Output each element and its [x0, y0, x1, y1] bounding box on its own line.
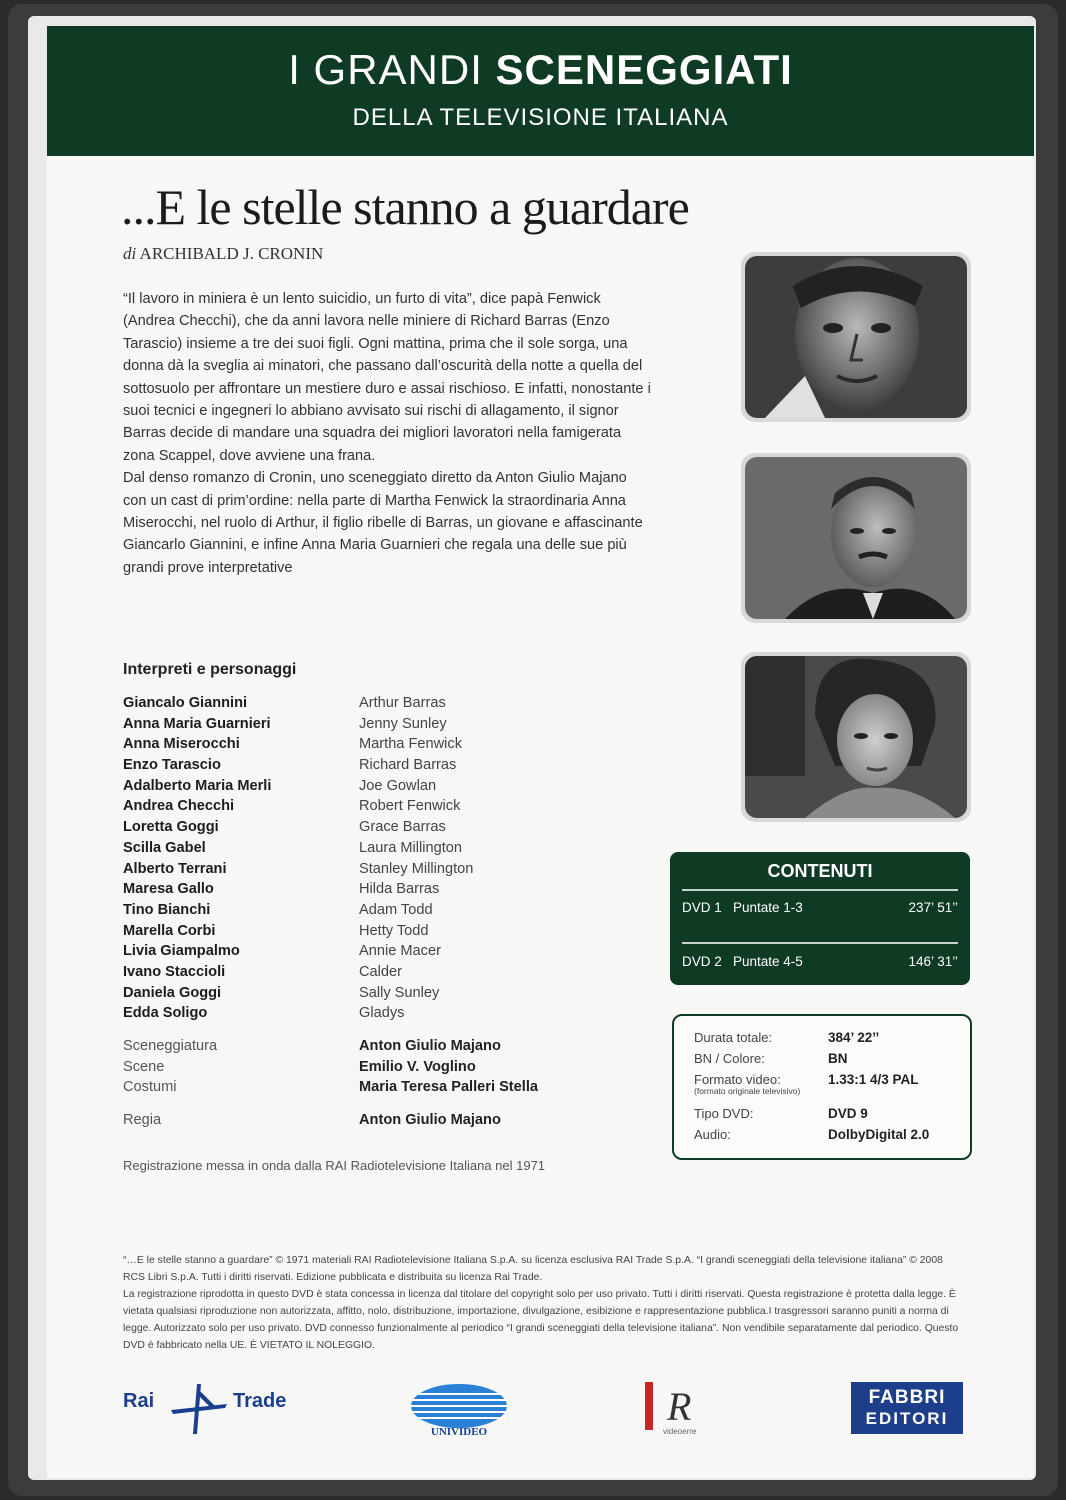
series-subtitle: DELLA TELEVISIONE ITALIANA [352, 104, 729, 131]
rai-trade-logo-rai: Rai [123, 1390, 155, 1412]
spec-label: Durata totale: [694, 1030, 773, 1045]
contents-heading: CONTENUTI [767, 861, 873, 881]
cast-row [123, 798, 623, 819]
rai-trade-logo-trade: Trade [233, 1390, 287, 1412]
still-photo-miner [741, 252, 971, 422]
character-name: Gladys [359, 1005, 405, 1022]
contents-box [670, 852, 970, 985]
broadcast-note: Registrazione messa in onda dalla RAI Radiotelevisione Italiana nel 1971 [123, 1158, 546, 1173]
series-title-bold: SCENEGGIATI [495, 46, 793, 93]
credit-row [123, 1059, 643, 1080]
character-name: Hetty Todd [359, 922, 429, 939]
actor-name: Anna Maria Guarnieri [123, 715, 271, 732]
spec-value: 1.33:1 4/3 PAL [828, 1072, 919, 1087]
actor-name: Anna Miserocchi [123, 736, 240, 753]
cast-row [123, 757, 623, 778]
actor-name: Tino Bianchi [123, 901, 211, 918]
credit-name: Maria Teresa Palleri Stella [359, 1079, 539, 1096]
credit-row [123, 1112, 643, 1133]
cast-row [123, 840, 623, 861]
credit-role: Sceneggiatura [123, 1038, 218, 1054]
actor-name: Giancalo Giannini [123, 695, 248, 711]
series-banner [47, 26, 1034, 156]
license-paragraph: La registrazione riprodotta in questo DVD è stata concessa in licenza dal titolare del copyright solo per uso privato. Tutti i diritti riservati. Questa registrazione è protetta dalla legge. È vietata qualsiasi riproduzione non autorizzata, affitto, nolo, distribuzione, importazione, divulgazione, esibizione e rappresentazione pubblica.I trasgressori saranno puniti a norma di legge. Autorizzato solo per uso privato. DVD connesso funzionalmente al periodico “I grandi sceneggiati della televisione italiana”. Non vendibile separatamente dal periodico. Questo DVD è fabbricato nella UE. È VIETATO IL NOLEGGIO. [123, 1289, 959, 1351]
synopsis [123, 288, 653, 579]
series-title [47, 46, 1034, 94]
character-name: Laura Millington [359, 839, 463, 856]
disc-duration: 237’ 51’’ [908, 900, 958, 915]
spec-label: Tipo DVD: [694, 1106, 754, 1121]
cast-row [123, 695, 623, 716]
character-name: Arthur Barras [359, 695, 446, 711]
copyright-paragraph: “…E le stelle stanno a guardare” © 1971 materiali RAI Radiotelevisione Italiana S.p.A. su licenza esclusiva RAI Trade S.p.A. “I grandi sceneggiati della televisione italiana” © 2008 RCS Libri S.p.A. Tutti i diritti riservati. Edizione pubblicata e distribuita su licenza Rai Trade. [123, 1255, 943, 1283]
author-prefix: di [123, 244, 137, 263]
character-name: Calder [359, 963, 402, 980]
publisher-logos [47, 1366, 1034, 1446]
still-photo-man [741, 453, 971, 623]
technical-specs-box [672, 1014, 972, 1160]
cast-row [123, 902, 623, 923]
disc-episodes: DVD 1 Puntate 1-3 [682, 900, 803, 915]
woman-portrait-image [745, 656, 967, 818]
spec-value: BN [828, 1051, 848, 1066]
actor-name: Daniela Goggi [123, 984, 222, 1001]
back-cover [47, 26, 1034, 1478]
character-name: Sally Sunley [359, 984, 440, 1001]
program-title: ...E le stelle stanno a guardare [121, 179, 689, 235]
credit-name: Anton Giulio Majano [359, 1112, 501, 1129]
spec-label [694, 1072, 800, 1096]
crew-credits [123, 1038, 643, 1133]
miner-face-image [745, 256, 967, 418]
spec-value: 384’ 22’’ [828, 1030, 880, 1045]
actor-name: Marella Corbi [123, 922, 216, 939]
credit-name: Anton Giulio Majano [359, 1038, 501, 1054]
actor-name: Ivano Staccioli [123, 963, 226, 980]
contents-divider [682, 942, 958, 944]
credit-role: Costumi [123, 1079, 177, 1096]
svg-text:R: R [667, 1384, 692, 1429]
actor-name: Andrea Checchi [123, 798, 235, 815]
videoerre-logo-icon [641, 1378, 711, 1436]
fabbri-logo-line2: EDITORI [865, 1409, 949, 1428]
cast-row [123, 736, 623, 757]
disc-episodes: DVD 2 Puntate 4-5 [682, 954, 803, 969]
series-title-thin: I GRANDI [288, 46, 483, 93]
credit-row [123, 1079, 643, 1100]
character-name: Richard Barras [359, 757, 457, 774]
cast-row [123, 716, 623, 737]
fabbri-logo-line1: FABBRI [868, 1387, 946, 1408]
spec-value: DVD 9 [828, 1106, 868, 1121]
spec-label: Audio: [694, 1127, 731, 1142]
rai-trade-mark-icon [167, 1380, 231, 1436]
synopsis-paragraph: “Il lavoro in miniera è un lento suicidio, un furto di vita”, dice papà Fenwick (Andrea Checchi), che da anni lavora nelle miniere di Richard Barras (Enzo Tarascio) insieme a tre dei suoi figli. Ogni mattina, prima che il sole sorga, una donna dà la sveglia ai minatori, che passano dall’oscurità della notte a quella del sottosuolo per affrontare un mestiere duro e assai rischioso. E infatti, nonostante i suoi tecnici e ingegneri lo abbiano avvisato sui rischi di allagamento, il signor Barras decide di mandare una squadra dei migliori lavoratori nella famigerata zona Scappel, dove avviene una frana. [123, 291, 651, 464]
cast-list [123, 695, 623, 1026]
actor-name: Loretta Goggi [123, 819, 219, 836]
actor-name: Enzo Tarascio [123, 757, 221, 774]
cast-row [123, 1005, 623, 1026]
man-portrait-image [745, 457, 967, 619]
author-name: ARCHIBALD J. CRONIN [139, 244, 324, 263]
character-name: Martha Fenwick [359, 736, 462, 753]
author-line [123, 244, 323, 264]
cast-row [123, 923, 623, 944]
actor-name: Scilla Gabel [123, 839, 206, 856]
actor-name: Maresa Gallo [123, 881, 214, 898]
character-name: Hilda Barras [359, 881, 440, 898]
cast-row [123, 985, 623, 1006]
univideo-logo-text: UNIVIDEO [430, 1426, 488, 1438]
character-name: Robert Fenwick [359, 798, 461, 815]
cast-row [123, 943, 623, 964]
credit-name: Emilio V. Voglino [359, 1058, 476, 1075]
character-name: Jenny Sunley [359, 715, 447, 732]
credit-role: Regia [123, 1112, 162, 1129]
cast-heading: Interpreti e personaggi [123, 661, 297, 678]
credit-row [123, 1038, 643, 1059]
legal-notice [123, 1252, 965, 1354]
character-name: Grace Barras [359, 819, 446, 836]
cast-row [123, 964, 623, 985]
cast-row [123, 881, 623, 902]
actor-name: Livia Giampalmo [123, 943, 240, 960]
still-photo-woman [741, 652, 971, 822]
cast-row [123, 778, 623, 799]
character-name: Adam Todd [359, 901, 433, 918]
character-name: Annie Macer [359, 943, 441, 960]
cast-row [123, 819, 623, 840]
fabbri-editori-logo [851, 1382, 963, 1434]
disc-duration: 146’ 31’’ [908, 954, 958, 969]
actor-name: Adalberto Maria Merli [123, 777, 272, 794]
svg-text:videoerre: videoerre [663, 1427, 697, 1436]
spec-label: BN / Colore: [694, 1051, 765, 1066]
character-name: Stanley Millington [359, 860, 474, 877]
spec-value: DolbyDigital 2.0 [828, 1127, 930, 1142]
spec-label-text: Formato video: [694, 1072, 781, 1087]
spec-label-note: (formato originale televisivo) [694, 1086, 801, 1096]
actor-name: Edda Soligo [123, 1005, 208, 1022]
cast-row [123, 861, 623, 882]
actor-name: Alberto Terrani [123, 860, 227, 877]
synopsis-paragraph: Dal denso romanzo di Cronin, uno sceneggiato diretto da Anton Giulio Majano con un cast di prim’ordine: nella parte di Martha Fenwick la straordinaria Anna Miserocchi, nel ruolo di Arthur, il figlio ribelle di Barras, un giovane e affascinante Giancarlo Giannini, e infine Anna Maria Guarnieri che regala una delle sue più grandi prove interpretative [123, 470, 643, 576]
contents-divider [682, 889, 958, 891]
character-name: Joe Gowlan [359, 777, 437, 794]
credit-role: Scene [123, 1058, 165, 1075]
